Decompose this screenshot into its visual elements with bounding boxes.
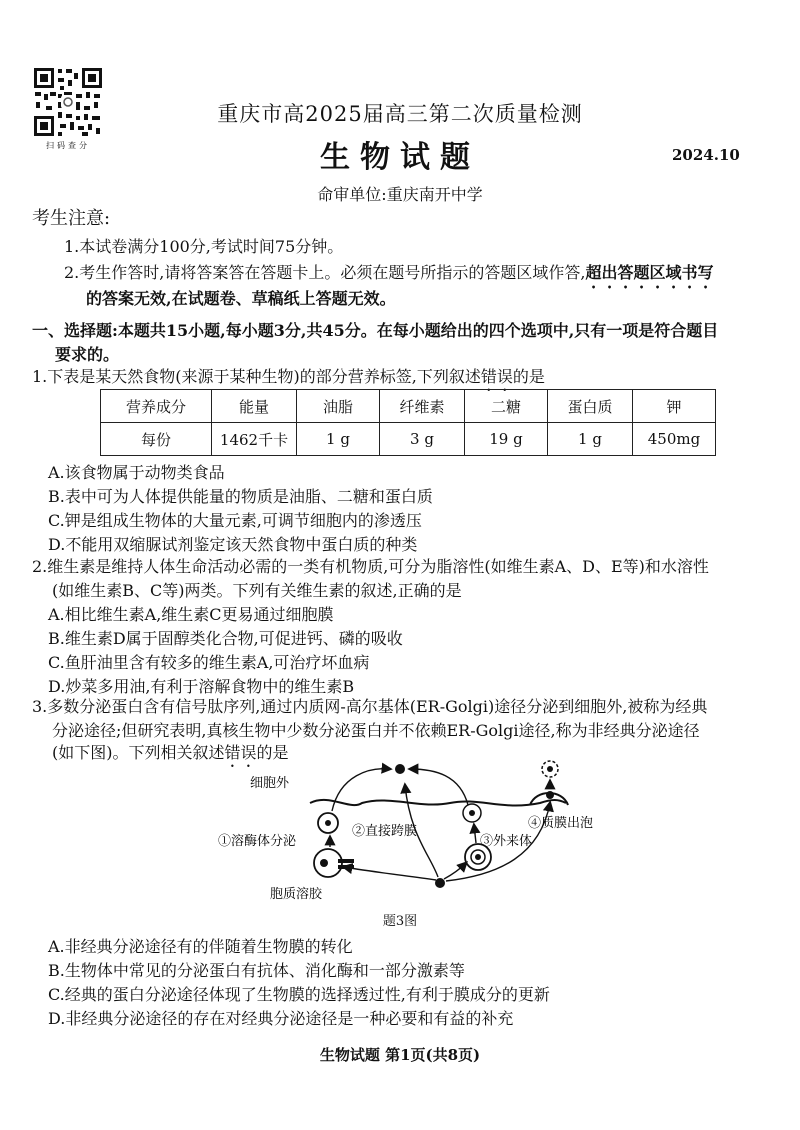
table-header-cell: 纤维素 [380,390,465,423]
label-outside: 细胞外 [250,776,290,791]
label-path-1: ①溶酶体分泌 [218,834,297,849]
q2-option-d: D.炒菜多用油,有利于溶解食物中的维生素B [48,677,355,696]
table-header-cell: 蛋白质 [548,390,633,423]
qr-caption: 扫码查分 [46,141,90,150]
q1-stem-emphasis: 错误 [480,367,513,386]
secretion-pathway-diagram [218,755,600,905]
table-cell: 450mg [633,423,716,456]
table-header-cell: 油脂 [297,390,380,423]
plasma-membrane [310,800,566,806]
q1-option-b: B.表中可为人体提供能量的物质是油脂、二糖和蛋白质 [48,487,433,506]
exam-maker: 命审单位:重庆南开中学 [317,185,483,204]
exam-title: 重庆市高2025届高三第二次质量检测 [217,102,583,126]
q3-stem-tail: 的是 [256,743,289,762]
q3-stem-text: (如下图)。下列相关叙述 [52,743,225,762]
q3-option-b: B.生物体中常见的分泌蛋白有抗体、消化酶和一部分激素等 [48,961,465,980]
protein-cytosol [435,878,445,888]
table-row [101,423,716,456]
q3-option-c: C.经典的蛋白分泌途径体现了生物膜的选择透过性,有利于膜成分的更新 [48,985,550,1004]
label-path-2: ②直接跨膜 [352,824,418,839]
section-1-heading-cont: 要求的。 [55,345,120,364]
q2-stem: 2.维生素是维持人体生命活动必需的一类有机物质,可分为脂溶性(如维生素A、D、E等)和水溶性 [32,557,709,576]
q3-option-a: A.非经典分泌途径有的伴随着生物膜的转化 [48,937,353,956]
q1-stem-end: 的是 [512,367,545,386]
protein-outside [395,764,405,774]
q3-stem-emphasis: 错误 [224,743,257,762]
q2-option-a: A.相比维生素A,维生素C更易通过细胞膜 [48,605,334,624]
subject-title: 生物试题 [320,140,480,175]
q3-stem: 3.多数分泌蛋白含有信号肽序列,通过内质网-高尔基体(ER-Golgi)途径分泌到细胞外,被称为经典 [32,697,708,716]
label-path-4: ④质膜出泡 [528,816,594,831]
notice-item-2-text: 2.考生作答时,请将答案答在答题卡上。必须在题号所指示的答题区域作答, [64,263,586,282]
q3-stem-cont: 分泌途径;但研究表明,真核生物中少数分泌蛋白并不依赖ER-Golgi途径,称为非经典分泌途径 [52,721,700,740]
q1-option-a: A.该食物属于动物类食品 [48,463,225,482]
table-cell: 1462千卡 [212,423,297,456]
figure-caption: 题3图 [382,914,418,929]
table-cell: 3 g [380,423,465,456]
label-cytosol: 胞质溶胶 [270,887,323,902]
table-cell: 19 g [465,423,548,456]
page-footer: 生物试题 第1页(共8页) [319,1046,481,1064]
q1-option-c: C.钾是组成生物体的大量元素,可调节细胞内的渗透压 [48,511,422,530]
notice-item-1: 1.本试卷满分100分,考试时间75分钟。 [64,237,344,256]
table-header-cell: 钾 [633,390,716,423]
table-header-cell: 二糖 [465,390,548,423]
table-header-row [101,390,716,423]
table-cell: 1 g [548,423,633,456]
notice-title: 考生注意: [32,208,111,229]
table-header-cell: 营养成分 [101,390,212,423]
q2-stem-cont: (如维生素B、C等)两类。下列有关维生素的叙述,正确的是 [52,581,462,600]
q1-stem-text: 1.下表是某天然食物(来源于某种生物)的部分营养标签,下列叙述 [32,367,481,386]
q2-option-c: C.鱼肝油里含有较多的维生素A,可治疗坏血病 [48,653,370,672]
label-path-3: ③外来体 [480,834,533,849]
nutrition-table [100,389,716,456]
notice-item-2-emphasis: 超出答题区域书写 [585,263,714,282]
q1-option-d: D.不能用双缩脲试剂鉴定该天然食物中蛋白质的种类 [48,535,418,554]
q3-option-d: D.非经典分泌途径的存在对经典分泌途径是一种必要和有益的补充 [48,1009,514,1028]
table-cell: 每份 [101,423,212,456]
section-1-heading: 一、选择题:本题共15小题,每小题3分,共45分。在每小题给出的四个选项中,只有一项是符合题目 [32,321,719,340]
q2-option-b: B.维生素D属于固醇类化合物,可促进钙、磷的吸收 [48,629,403,648]
exam-date: 2024.10 [672,146,740,164]
notice-item-2-cont: 的答案无效,在试题卷、草稿纸上答题无效。 [86,289,396,308]
table-header-cell: 能量 [212,390,297,423]
table-cell: 1 g [297,423,380,456]
